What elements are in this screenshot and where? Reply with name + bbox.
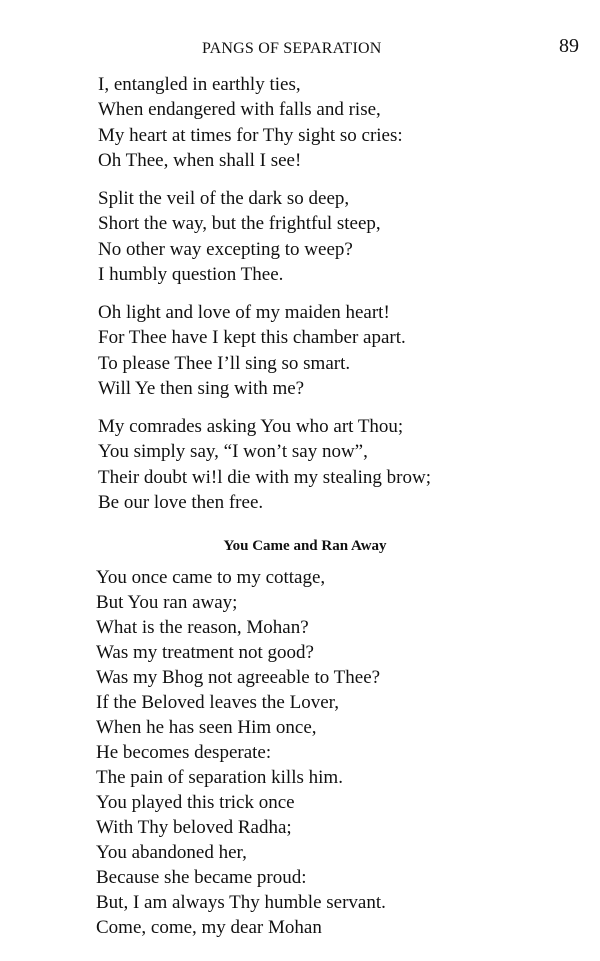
verse-line: With Thy beloved Radha; — [96, 817, 292, 838]
verse-line: Their doubt wi!l die with my stealing brow; — [98, 466, 431, 488]
poem-2-verse — [96, 565, 386, 940]
verse-line: When endangered with falls and rise, — [98, 99, 381, 121]
poem-title: You Came and Ran Away — [223, 538, 387, 554]
verse-line: You simply say, “I won’t say now”, — [98, 441, 368, 463]
page-number: 89 — [559, 35, 579, 57]
verse-line: Will Ye then sing with me? — [98, 378, 305, 400]
verse-line: For Thee have I kept this chamber apart. — [98, 327, 406, 349]
verse-line: Oh Thee, when shall I see! — [98, 150, 302, 172]
verse-line: To please Thee I’ll sing so smart. — [98, 352, 351, 374]
verse-line: Oh light and love of my maiden heart! — [98, 302, 390, 323]
verse-line: Because she became proud: — [96, 867, 307, 888]
verse-line: No other way excepting to weep? — [98, 238, 353, 260]
verse-line: I humbly question Thee. — [98, 264, 284, 286]
verse-line: Was my treatment not good? — [96, 642, 314, 663]
verse-line: I, entangled in earthly ties, — [98, 74, 301, 95]
stanza-3 — [98, 300, 406, 402]
verse-line: You once came to my cottage, — [96, 567, 326, 588]
verse-line: What is the reason, Mohan? — [96, 617, 309, 638]
verse-line: Split the veil of the dark so deep, — [98, 188, 350, 209]
verse-line: He becomes desperate: — [96, 742, 272, 763]
verse-line: But You ran away; — [96, 592, 238, 613]
verse-line: Short the way, but the frightful steep, — [98, 213, 381, 235]
stanza-2 — [98, 186, 381, 288]
running-head: PANGS OF SEPARATION — [202, 40, 382, 57]
verse-line: You abandoned her, — [96, 842, 247, 863]
verse-line: Come, come, my dear Mohan — [96, 917, 322, 938]
verse-line: When he has seen Him once, — [96, 717, 317, 738]
verse-line: You played this trick once — [96, 792, 295, 813]
verse-line: The pain of separation kills him. — [96, 767, 343, 788]
verse-line: If the Beloved leaves the Lover, — [96, 692, 339, 713]
verse-line: My comrades asking You who art Thou; — [98, 416, 404, 437]
verse-line: Was my Bhog not agreeable to Thee? — [96, 667, 381, 688]
stanza-4 — [98, 414, 431, 516]
stanza-1 — [98, 72, 403, 174]
verse-line: But, I am always Thy humble servant. — [96, 892, 386, 913]
verse-line: My heart at times for Thy sight so cries: — [98, 124, 403, 146]
verse-line: Be our love then free. — [98, 492, 264, 514]
